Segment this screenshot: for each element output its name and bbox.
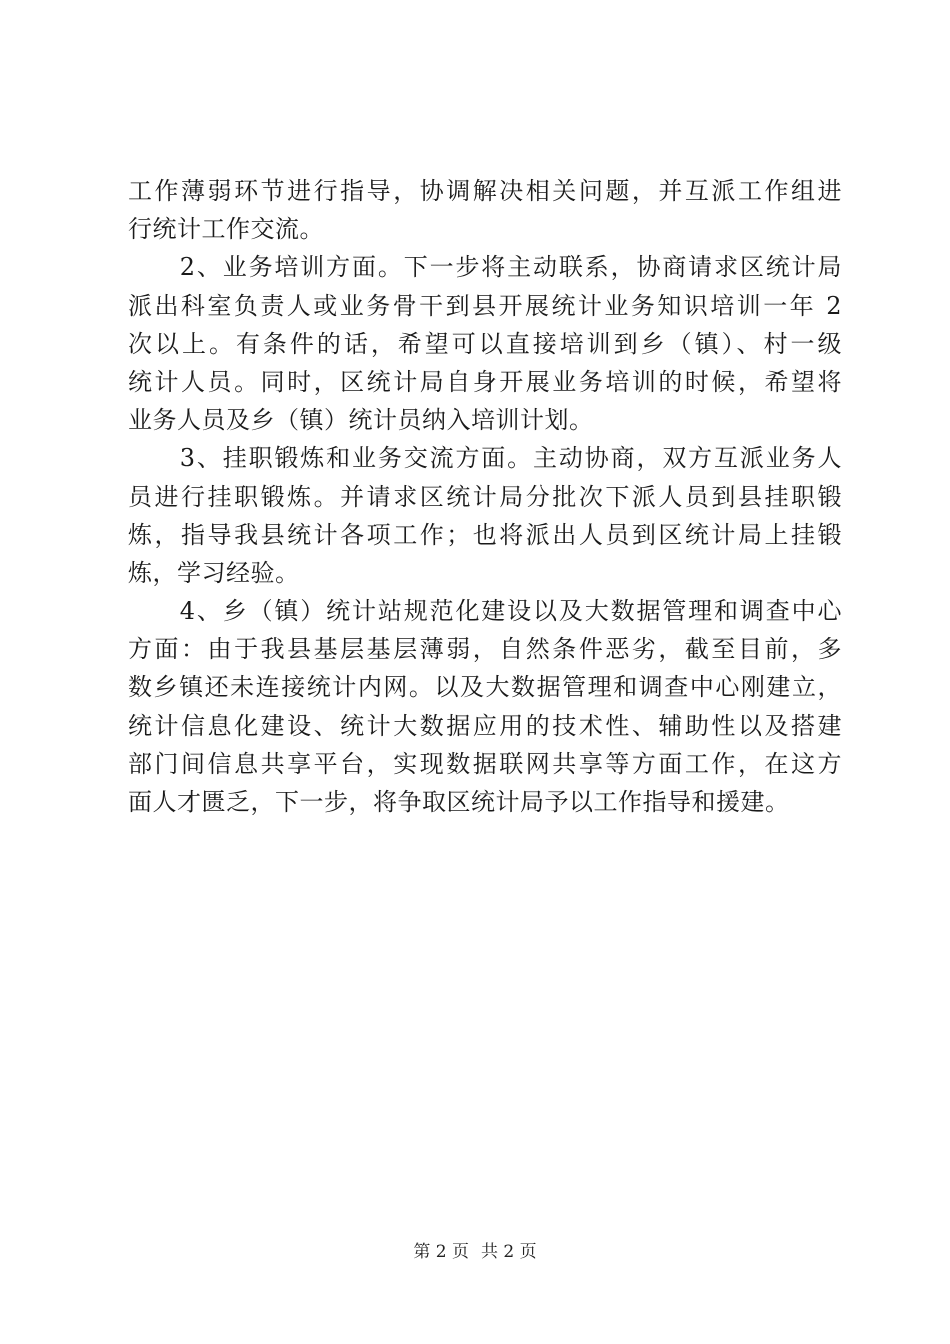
text-line: 派出科室负责人或业务骨干到县开展统计业务知识培训一年 2 (128, 291, 842, 320)
text-line: 员进行挂职锻炼。并请求区统计局分批次下派人员到县挂职锻 (128, 482, 842, 511)
text-line: 2、业务培训方面。下一步将主动联系，协商请求区统计局 (128, 253, 842, 282)
page-number-current: 第 2 页 (413, 1242, 469, 1262)
text-line: 统计人员。同时，区统计局自身开展业务培训的时候，希望将 (128, 367, 842, 396)
text-line: 炼，学习经验。 (128, 558, 300, 587)
text-line: 行统计工作交流。 (128, 215, 324, 244)
document-body (128, 172, 842, 821)
text-line: 业务人员及乡（镇）统计员纳入培训计划。 (128, 406, 594, 435)
text-line: 炼，指导我县统计各项工作；也将派出人员到区统计局上挂锻 (128, 520, 842, 549)
text-line: 数乡镇还未连接统计内网。以及大数据管理和调查中心刚建立， (128, 673, 842, 702)
text-line: 面人才匮乏，下一步，将争取区统计局予以工作指导和援建。 (128, 788, 790, 816)
text-line: 统计信息化建设、统计大数据应用的技术性、辅助性以及搭建 (128, 711, 842, 740)
page-footer (0, 1240, 950, 1264)
text-line: 部门间信息共享平台，实现数据联网共享等方面工作，在这方 (128, 749, 842, 778)
text-line: 4、乡（镇）统计站规范化建设以及大数据管理和调查中心 (128, 597, 842, 626)
text-line: 方面：由于我县基层基层薄弱，自然条件恶劣，截至目前，多 (128, 635, 842, 664)
text-line: 次以上。有条件的话，希望可以直接培训到乡（镇）、村一级 (128, 329, 842, 358)
text-line: 工作薄弱环节进行指导，协调解决相关问题，并互派工作组进 (128, 177, 842, 205)
text-line: 3、挂职锻炼和业务交流方面。主动协商，双方互派业务人 (128, 444, 842, 473)
page-number-total: 共 2 页 (481, 1242, 537, 1262)
